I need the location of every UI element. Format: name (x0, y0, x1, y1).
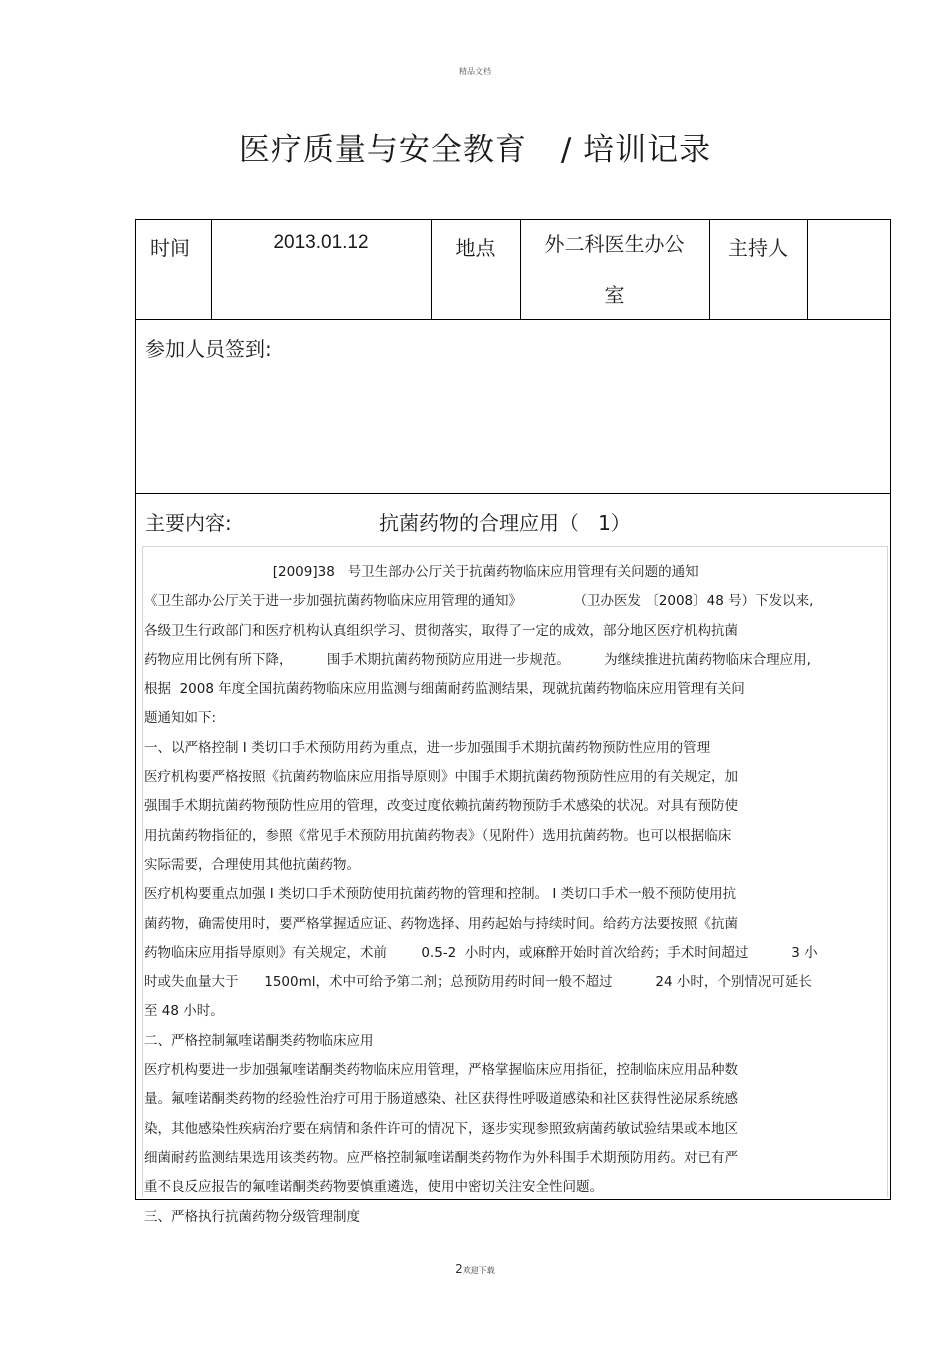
title-main: 医疗质量与安全教育 (238, 132, 527, 168)
place-label: 地点 (455, 236, 496, 260)
time-value: 2013.01.12 (273, 232, 369, 253)
header-note: 精品文档 (459, 67, 491, 76)
content-line: 三、严格执行抗菌药物分级管理制度 (144, 1208, 360, 1225)
content-line: 细菌耐药监测结果选用该类药物。应严格控制氟喹诺酮类药物作为外科围手术期预防用药。对已有严 (144, 1149, 738, 1166)
content-line: 重不良反应报告的氟喹诺酮类药物要慎重遴选，使用中密切关注安全性问题。 (144, 1179, 603, 1196)
attendance-label: 参加人员签到: (145, 337, 272, 361)
page-footer (0, 1262, 950, 1276)
page-title (0, 124, 950, 169)
content-line: 根据 2008 年度全国抗菌药物临床应用监测与细菌耐药监测结果，现就抗菌药物临床应用管理有关问 (144, 681, 745, 698)
content-line: 菌药物，确需使用时，要严格掌握适应证、药物选择、用药起始与持续时间。给药方法要按照《抗菌 (144, 915, 738, 932)
place-value-line: 外二科医生办公 (544, 232, 685, 256)
content-line: 各级卫生行政部门和医疗机构认真组织学习、贯彻落实，取得了一定的成效，部分地区医疗机构抗菌 (144, 622, 738, 639)
content-line: 用抗菌药物指征的，参照《常见手术预防用抗菌药物表》（见附件）选用抗菌药物。也可以根据临床 (144, 827, 732, 844)
row-divider (136, 319, 890, 320)
time-label: 时间 (150, 236, 190, 260)
footer-text: 欢迎下载 (462, 1266, 495, 1275)
content-line: 二、严格控制氟喹诺酮类药物临床应用 (144, 1032, 374, 1049)
row-divider (136, 493, 890, 494)
content-line: 题通知如下: (144, 710, 217, 727)
content-line: 染，其他感染性疾病治疗要在病情和条件许可的情况下，逐步实现参照致病菌药敏试验结果或本地区 (144, 1120, 738, 1137)
title-suffix: / 培训记录 (560, 132, 712, 168)
content-label: 主要内容: (145, 511, 232, 535)
host-label: 主持人 (728, 236, 788, 260)
content-line: 量。氟喹诺酮类药物的经验性治疗可用于肠道感染、社区获得性呼吸道感染和社区获得性泌尿系统感 (144, 1091, 738, 1108)
content-line: 实际需要，合理使用其他抗菌药物。 (144, 856, 360, 873)
content-line: 药物临床应用指导原则》有关规定，术前 0.5-2 小时内，或麻醉开始时首次给药；手术时间超过 3 小 (144, 944, 818, 961)
record-table (135, 219, 891, 1225)
content-line: 时或失血量大于 1500ml，术中可给予第二剂；总预防用药时间一般不超过 24 小时，个别情况可延长 (144, 974, 812, 991)
content-line: 至 48 小时。 (144, 1003, 224, 1020)
content-line: 医疗机构要严格按照《抗菌药物临床应用指导原则》中围手术期抗菌药物预防性应用的有关规定，加 (144, 769, 738, 786)
content-line: [2009]38 号卫生部办公厅关于抗菌药物临床应用管理有关问题的通知 (144, 564, 699, 580)
content-line: 强围手术期抗菌药物预防性应用的管理，改变过度依赖抗菌药物预防手术感染的状况。对具有预防使 (144, 798, 738, 815)
content-topic: 抗菌药物的合理应用（ 1） (379, 511, 631, 535)
content-line: 医疗机构要进一步加强氟喹诺酮类药物临床应用管理，严格掌握临床应用指征，控制临床应用品种数 (144, 1062, 738, 1079)
place-value-line: 室 (604, 283, 625, 307)
content-line: 《卫生部办公厅关于进一步加强抗菌药物临床应用管理的通知》 （卫办医发 〔2008〕48 号）下发以来, (144, 593, 814, 610)
content-body (144, 558, 889, 1232)
content-line: 一、以严格控制 I 类切口手术预防用药为重点，进一步加强围手术期抗菌药物预防性应用的管理 (144, 739, 711, 756)
place-value (520, 219, 709, 321)
page-number: 2 (455, 1262, 463, 1276)
col-divider (807, 220, 808, 320)
content-line: 医疗机构要重点加强 I 类切口手术预防使用抗菌药物的管理和控制。 I 类切口手术一般不预防使用抗 (144, 886, 737, 903)
content-line: 药物应用比例有所下降， 围手术期抗菌药物预防应用进一步规范。 为继续推进抗菌药物临床合理应用, (144, 651, 811, 668)
